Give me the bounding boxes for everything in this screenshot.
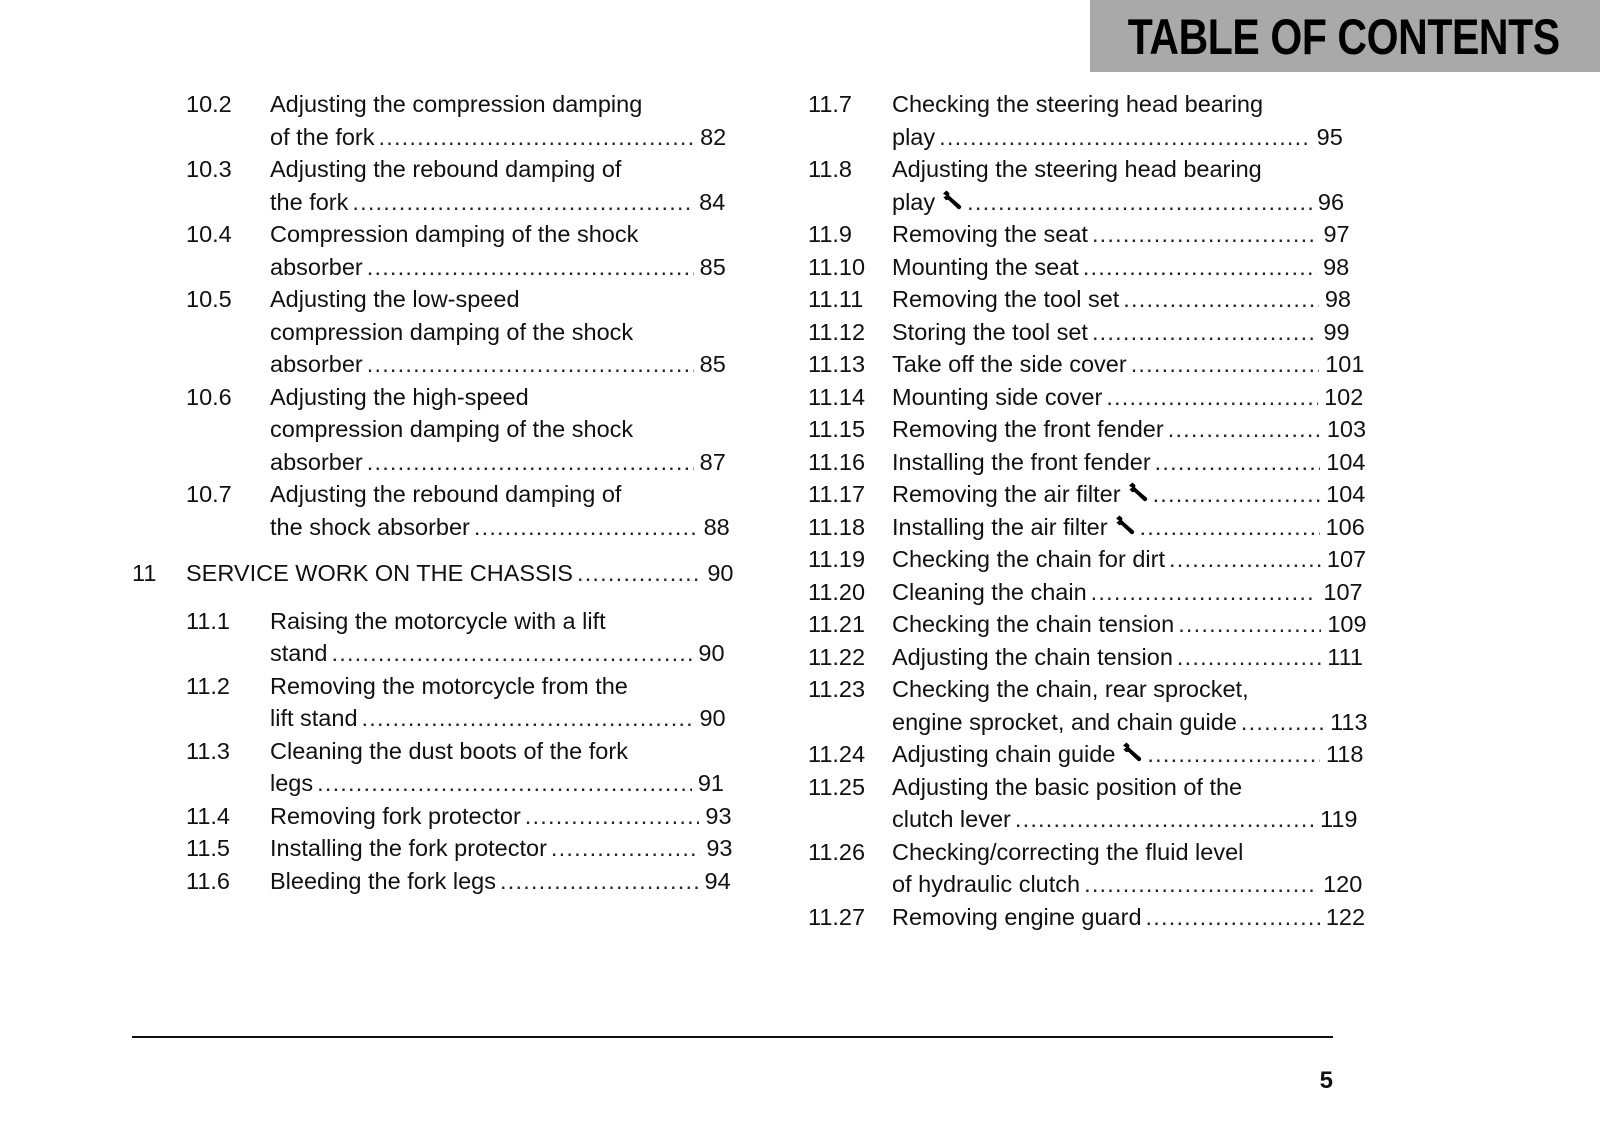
dot-leader: [1092, 316, 1318, 349]
toc-entry-title: absorber: [270, 448, 363, 475]
toc-right-column: [808, 88, 1368, 933]
toc-entry-number: 10.4: [186, 221, 232, 247]
toc-entry[interactable]: [808, 251, 1350, 284]
toc-entry-number: 11.14: [808, 383, 866, 410]
toc-entry-leader-line: [270, 186, 726, 219]
toc-entry-page[interactable]: 98: [1324, 286, 1351, 312]
toc-entry-number: 11.2: [186, 672, 230, 699]
toc-entry-title: play: [892, 188, 936, 215]
toc-entry-title: Checking the chain for dirt: [892, 546, 1166, 572]
toc-chapter-entry[interactable]: [132, 557, 734, 590]
dot-leader: [525, 800, 700, 833]
toc-entry-number: 10.6: [186, 383, 232, 410]
toc-entry-leader-line: [270, 446, 726, 479]
toc-entry-number: 11.7: [808, 91, 852, 117]
toc-entry-body: [892, 381, 1364, 414]
toc-entry-number: 11.4: [186, 802, 230, 829]
page-number: 5: [1319, 1067, 1333, 1094]
toc-entry-leader-line: [270, 251, 726, 284]
toc-entry-body: [892, 446, 1366, 479]
dot-leader: [1106, 381, 1318, 414]
toc-entry-title: Take off the side cover: [892, 351, 1127, 377]
toc-entry-title: Storing the tool set: [892, 318, 1088, 345]
toc-entry-page[interactable]: 97: [1323, 221, 1350, 247]
toc-entry-title: Installing the front fender: [892, 448, 1151, 475]
toc-entry-title-line: Checking the chain, rear sprocket,: [892, 676, 1249, 702]
toc-entry-title: Installing the air filter: [892, 513, 1108, 540]
toc-entry-title: Removing the tool set: [892, 286, 1120, 312]
toc-entry[interactable]: [132, 283, 726, 381]
toc-entry-leader-line: [892, 316, 1350, 349]
toc-entry-number: 11.6: [186, 867, 230, 894]
toc-entry-number: 10.2: [186, 91, 232, 117]
toc-entry-number: 11.18: [808, 513, 866, 540]
toc-entry-title: legs: [270, 770, 314, 796]
toc-entry-title: the fork: [270, 188, 349, 215]
toc-entry-leader-line: [892, 251, 1350, 284]
toc-entry-leader-line: [892, 901, 1366, 934]
toc-entry-body: [892, 576, 1363, 609]
toc-entry-page[interactable]: 107: [1323, 578, 1363, 605]
toc-entry-page[interactable]: 85: [699, 253, 726, 280]
toc-entry-body: [270, 865, 731, 898]
toc-entry-body: [270, 670, 726, 735]
toc-entry-number: 11.10: [808, 253, 866, 280]
toc-entry-page[interactable]: 91: [697, 770, 724, 796]
toc-entry-page[interactable]: 104: [1326, 448, 1366, 475]
toc-entry[interactable]: [808, 608, 1367, 641]
toc-entry[interactable]: [808, 478, 1366, 511]
toc-entry-title: Removing the front fender: [892, 416, 1164, 442]
dot-leader: [367, 446, 694, 479]
toc-entry-body: [892, 641, 1363, 674]
toc-entry-number: 10.5: [186, 286, 232, 312]
toc-entry-title: absorber: [270, 253, 363, 280]
toc-entry-body: [892, 316, 1350, 349]
toc-entry-leader-line: [892, 446, 1366, 479]
toc-entry-number: 11.13: [808, 351, 866, 377]
toc-entry[interactable]: [132, 381, 726, 479]
toc-entry-leader-line: [892, 576, 1363, 609]
toc-entry-page[interactable]: 94: [704, 867, 731, 894]
toc-entry-number: 11.19: [808, 546, 866, 572]
toc-entry-page[interactable]: 119: [1320, 806, 1358, 832]
toc-entry-title-line: Adjusting the basic position of the: [892, 773, 1243, 800]
toc-entry-title: the shock absorber: [270, 513, 470, 540]
toc-entry-leader-line: [892, 868, 1363, 901]
toc-entry-body: [892, 348, 1365, 381]
dot-leader: [551, 832, 700, 865]
toc-entry-number: 10.3: [186, 156, 232, 182]
toc-entry-page[interactable]: 90: [699, 705, 726, 731]
toc-entry-title-line: Checking/correcting the fluid level: [892, 838, 1244, 865]
toc-entry[interactable]: [808, 901, 1366, 934]
toc-entry-body: [270, 478, 730, 543]
toc-entry-leader-line: [270, 121, 727, 154]
toc-entry-number: 11.25: [808, 773, 866, 800]
toc-entry-leader-line: [892, 121, 1343, 154]
dot-leader: [474, 511, 698, 544]
dot-leader: [367, 251, 694, 284]
toc-entry-leader-line: [892, 478, 1366, 511]
toc-entry-number: 11.3: [186, 737, 230, 764]
toc-entry-body: [892, 673, 1368, 738]
toc-entry-body: [270, 381, 726, 479]
toc-entry-title: Adjusting chain guide: [892, 741, 1116, 767]
toc-entry[interactable]: [132, 153, 726, 218]
toc-entry-page[interactable]: 93: [705, 802, 732, 829]
toc-entry-title-line: compression damping of the shock: [270, 416, 634, 442]
toc-entry-number: 11.23: [808, 676, 866, 702]
toc-entry-number: 11.20: [808, 578, 866, 605]
toc-entry-title-line: Removing the motorcycle from the: [270, 672, 628, 699]
toc-entry[interactable]: [132, 800, 732, 833]
toc-entry-body: [892, 153, 1345, 218]
toc-entry[interactable]: [808, 641, 1363, 674]
toc-entry[interactable]: [132, 478, 730, 543]
toc-entry-number: 11.5: [186, 835, 230, 861]
toc-entry-page[interactable]: 98: [1323, 253, 1350, 280]
toc-entry-leader-line: [892, 283, 1351, 316]
toc-entry-number: 11.12: [808, 318, 866, 345]
toc-entry[interactable]: [132, 218, 726, 283]
dot-leader: [939, 121, 1311, 154]
toc-entry-body: [892, 543, 1367, 576]
toc-entry[interactable]: [808, 316, 1350, 349]
toc-entry-page[interactable]: 101: [1325, 351, 1365, 377]
toc-entry-page[interactable]: 87: [699, 448, 726, 475]
toc-entry-leader-line: [892, 608, 1367, 641]
toc-entry-page[interactable]: 84: [699, 188, 726, 215]
toc-entry[interactable]: [132, 605, 725, 670]
wrench-icon: [1114, 511, 1136, 544]
toc-entry-number: 11.11: [808, 286, 864, 312]
toc-entry-page[interactable]: 122: [1325, 903, 1366, 930]
dot-leader: [577, 557, 701, 590]
toc-entry-body: [892, 738, 1364, 771]
toc-entry-body: [270, 153, 726, 218]
toc-entry-body: [892, 608, 1367, 641]
toc-entry-number: 11.21: [808, 611, 866, 637]
toc-entry-page[interactable]: 107: [1326, 546, 1367, 572]
toc-entry-leader-line: [270, 767, 724, 800]
wrench-icon: [941, 186, 963, 219]
page-title: TABLE OF CONTENTS: [1128, 9, 1560, 65]
toc-entry[interactable]: [132, 865, 731, 898]
toc-entry-body: [270, 832, 733, 865]
toc-entry-leader-line: [270, 832, 733, 865]
toc-entry-body: [892, 511, 1365, 544]
toc-entry-leader-line: [892, 218, 1350, 251]
toc-entry-title: lift stand: [270, 705, 358, 731]
toc-entry-page[interactable]: 102: [1324, 383, 1364, 410]
toc-entry-page[interactable]: 82: [700, 123, 727, 150]
dot-leader: [1155, 446, 1321, 479]
toc-entry-title: Mounting the seat: [892, 253, 1079, 280]
toc-entry-title: play: [892, 123, 936, 150]
dot-leader: [1147, 738, 1320, 771]
toc-entry-page[interactable]: 120: [1323, 871, 1363, 897]
toc-entry-leader-line: [892, 186, 1345, 219]
toc-entry-title: engine sprocket, and chain guide: [892, 708, 1237, 735]
toc-entry-number: 11: [132, 560, 157, 586]
toc-entry-page[interactable]: 111: [1327, 643, 1363, 670]
toc-entry-body: [892, 413, 1367, 446]
toc-entry-title-line: Adjusting the compression damping: [270, 91, 643, 117]
toc-entry-title: Adjusting the chain tension: [892, 643, 1173, 670]
dot-leader: [1091, 576, 1318, 609]
toc-entry[interactable]: [808, 88, 1343, 153]
dot-leader: [1146, 901, 1320, 934]
toc-entry-leader-line: [892, 348, 1365, 381]
toc-entry-number: 11.8: [808, 156, 852, 182]
toc-entry-leader-line: [892, 738, 1364, 771]
toc-entry-body: [892, 901, 1366, 934]
toc-entry-number: 11.15: [808, 416, 866, 442]
toc-entry-page[interactable]: 99: [1323, 318, 1350, 345]
toc-entry-leader-line: [270, 348, 726, 381]
toc-entry-body: [892, 88, 1343, 153]
toc-entry-body: [892, 218, 1350, 251]
toc-entry-title-line: Compression damping of the shock: [270, 221, 639, 247]
toc-entry[interactable]: [808, 381, 1364, 414]
toc-entry[interactable]: [808, 283, 1351, 316]
toc-entry[interactable]: [808, 673, 1368, 738]
toc-entry[interactable]: [808, 771, 1358, 836]
toc-entry-number: 11.17: [808, 481, 866, 507]
dot-leader: [362, 702, 694, 735]
dot-leader: [1168, 413, 1321, 446]
toc-entry-title: Removing the seat: [892, 221, 1088, 247]
toc-entry-leader-line: [892, 641, 1363, 674]
toc-entry-title-line: Adjusting the rebound damping of: [270, 481, 622, 507]
dot-leader: [1092, 218, 1318, 251]
toc-entry-page[interactable]: 118: [1325, 741, 1364, 767]
toc-entry-page[interactable]: 109: [1327, 611, 1367, 637]
toc-entry-number: 11.26: [808, 838, 866, 865]
toc-entry-page[interactable]: 106: [1325, 513, 1365, 540]
toc-entry-title-line: Checking the steering head bearing: [892, 91, 1264, 117]
toc-left-column: [132, 88, 734, 897]
footer-rule: [132, 1036, 1333, 1038]
toc-entry[interactable]: [808, 446, 1366, 479]
toc-entry[interactable]: [808, 348, 1365, 381]
toc-entry-leader-line: [892, 511, 1365, 544]
toc-entry-page[interactable]: 88: [703, 513, 730, 540]
dot-leader: [379, 121, 695, 154]
toc-entry-body: [186, 557, 734, 590]
toc-entry-leader-line: [270, 511, 730, 544]
header-tab: [1090, 0, 1600, 72]
toc-entry-number: 11.1: [186, 607, 230, 634]
toc-entry-title: Removing fork protector: [270, 802, 521, 829]
toc-entry[interactable]: [132, 735, 724, 800]
toc-entry-page[interactable]: 104: [1326, 481, 1366, 507]
toc-entry-number: 11.24: [808, 741, 866, 767]
wrench-icon: [1121, 738, 1143, 771]
toc-entry-body: [270, 605, 725, 670]
dot-leader: [367, 348, 694, 381]
dot-leader: [967, 186, 1312, 219]
toc-entry-body: [270, 88, 727, 153]
toc-entry-leader-line: [892, 413, 1367, 446]
toc-entry-leader-line: [270, 702, 726, 735]
toc-entry-title: Bleeding the fork legs: [270, 867, 497, 894]
toc-entry[interactable]: [808, 543, 1367, 576]
toc-entry-body: [270, 800, 732, 833]
toc-entry-page[interactable]: 95: [1316, 123, 1343, 150]
toc-entry-page[interactable]: 103: [1326, 416, 1367, 442]
toc-entry-title: Removing the air filter: [892, 481, 1121, 507]
toc-entry-number: 11.9: [808, 221, 852, 247]
toc-entry-title-line: Adjusting the high-speed: [270, 383, 529, 410]
toc-entry-title-line: Adjusting the low-speed: [270, 286, 520, 312]
toc-entry-leader-line: [186, 557, 734, 590]
toc-entry-body: [892, 478, 1366, 511]
toc-entry-body: [892, 836, 1363, 901]
toc-entry-leader-line: [270, 865, 731, 898]
toc-entry-title-line: compression damping of the shock: [270, 318, 634, 345]
toc-entry[interactable]: [808, 153, 1345, 218]
toc-entry-title: of the fork: [270, 123, 375, 150]
toc-entry-leader-line: [892, 803, 1358, 836]
toc-entry[interactable]: [808, 576, 1363, 609]
toc-entry-page[interactable]: 93: [706, 835, 733, 861]
dot-leader: [1083, 251, 1317, 284]
toc-entry-title: Mounting side cover: [892, 383, 1103, 410]
toc-entry[interactable]: [132, 670, 726, 735]
toc-entry-leader-line: [892, 543, 1367, 576]
dot-leader: [1241, 706, 1324, 739]
toc-entry[interactable]: [808, 836, 1363, 901]
toc-entry[interactable]: [132, 832, 733, 865]
toc-entry-page[interactable]: 85: [699, 351, 726, 377]
dot-leader: [1084, 868, 1317, 901]
toc-entry-number: 11.27: [808, 903, 866, 930]
dot-leader: [1123, 283, 1319, 316]
dot-leader: [1140, 511, 1320, 544]
toc-entry-title: of hydraulic clutch: [892, 871, 1081, 897]
toc-entry-title-line: Adjusting the steering head bearing: [892, 156, 1262, 182]
toc-entry-number: 11.22: [808, 643, 866, 670]
toc-entry[interactable]: [132, 88, 727, 153]
toc-entry-title: clutch lever: [892, 806, 1011, 832]
toc-entry[interactable]: [808, 511, 1365, 544]
toc-entry-title: absorber: [270, 351, 363, 377]
toc-entry-body: [270, 218, 726, 283]
toc-entry-leader-line: [270, 637, 725, 670]
toc-entry-number: 10.7: [186, 481, 232, 507]
toc-entry[interactable]: [808, 738, 1364, 771]
toc-entry-number: 11.16: [808, 448, 866, 475]
toc-entry-title: Cleaning the chain: [892, 578, 1087, 605]
toc-entry-body: [270, 283, 726, 381]
toc-entry-title-line: Cleaning the dust boots of the fork: [270, 737, 628, 764]
toc-entry-title: Removing engine guard: [892, 903, 1142, 930]
toc-entry-leader-line: [892, 381, 1364, 414]
dot-leader: [1131, 348, 1319, 381]
toc-entry-body: [892, 283, 1351, 316]
toc-entry[interactable]: [808, 218, 1350, 251]
toc-entry-page[interactable]: 90: [707, 560, 734, 586]
toc-entry-body: [892, 771, 1358, 836]
dot-leader: [1015, 803, 1314, 836]
wrench-icon: [1127, 478, 1149, 511]
dot-leader: [1169, 543, 1321, 576]
toc-entry-leader-line: [270, 800, 732, 833]
toc-entry-leader-line: [892, 706, 1368, 739]
dot-leader: [500, 865, 699, 898]
toc-entry-page[interactable]: 96: [1317, 188, 1345, 215]
toc-entry-page[interactable]: 113: [1330, 708, 1368, 735]
toc-entry-title: Checking the chain tension: [892, 611, 1175, 637]
dot-leader: [1153, 478, 1321, 511]
toc-entry-title: SERVICE WORK ON THE CHASSIS: [186, 560, 573, 586]
toc-entry-title-line: Raising the motorcycle with a lift: [270, 607, 606, 634]
dot-leader: [1177, 641, 1321, 674]
toc-entry-title: stand: [270, 640, 328, 666]
dot-leader: [1178, 608, 1321, 641]
toc-entry-body: [270, 735, 724, 800]
toc-entry-page[interactable]: 90: [698, 640, 725, 666]
dot-leader: [352, 186, 693, 219]
toc-entry-title-line: Adjusting the rebound damping of: [270, 156, 622, 182]
toc-entry-body: [892, 251, 1350, 284]
toc-entry-title: Installing the fork protector: [270, 835, 547, 861]
toc-entry[interactable]: [808, 413, 1367, 446]
dot-leader: [332, 637, 693, 670]
dot-leader: [317, 767, 692, 800]
